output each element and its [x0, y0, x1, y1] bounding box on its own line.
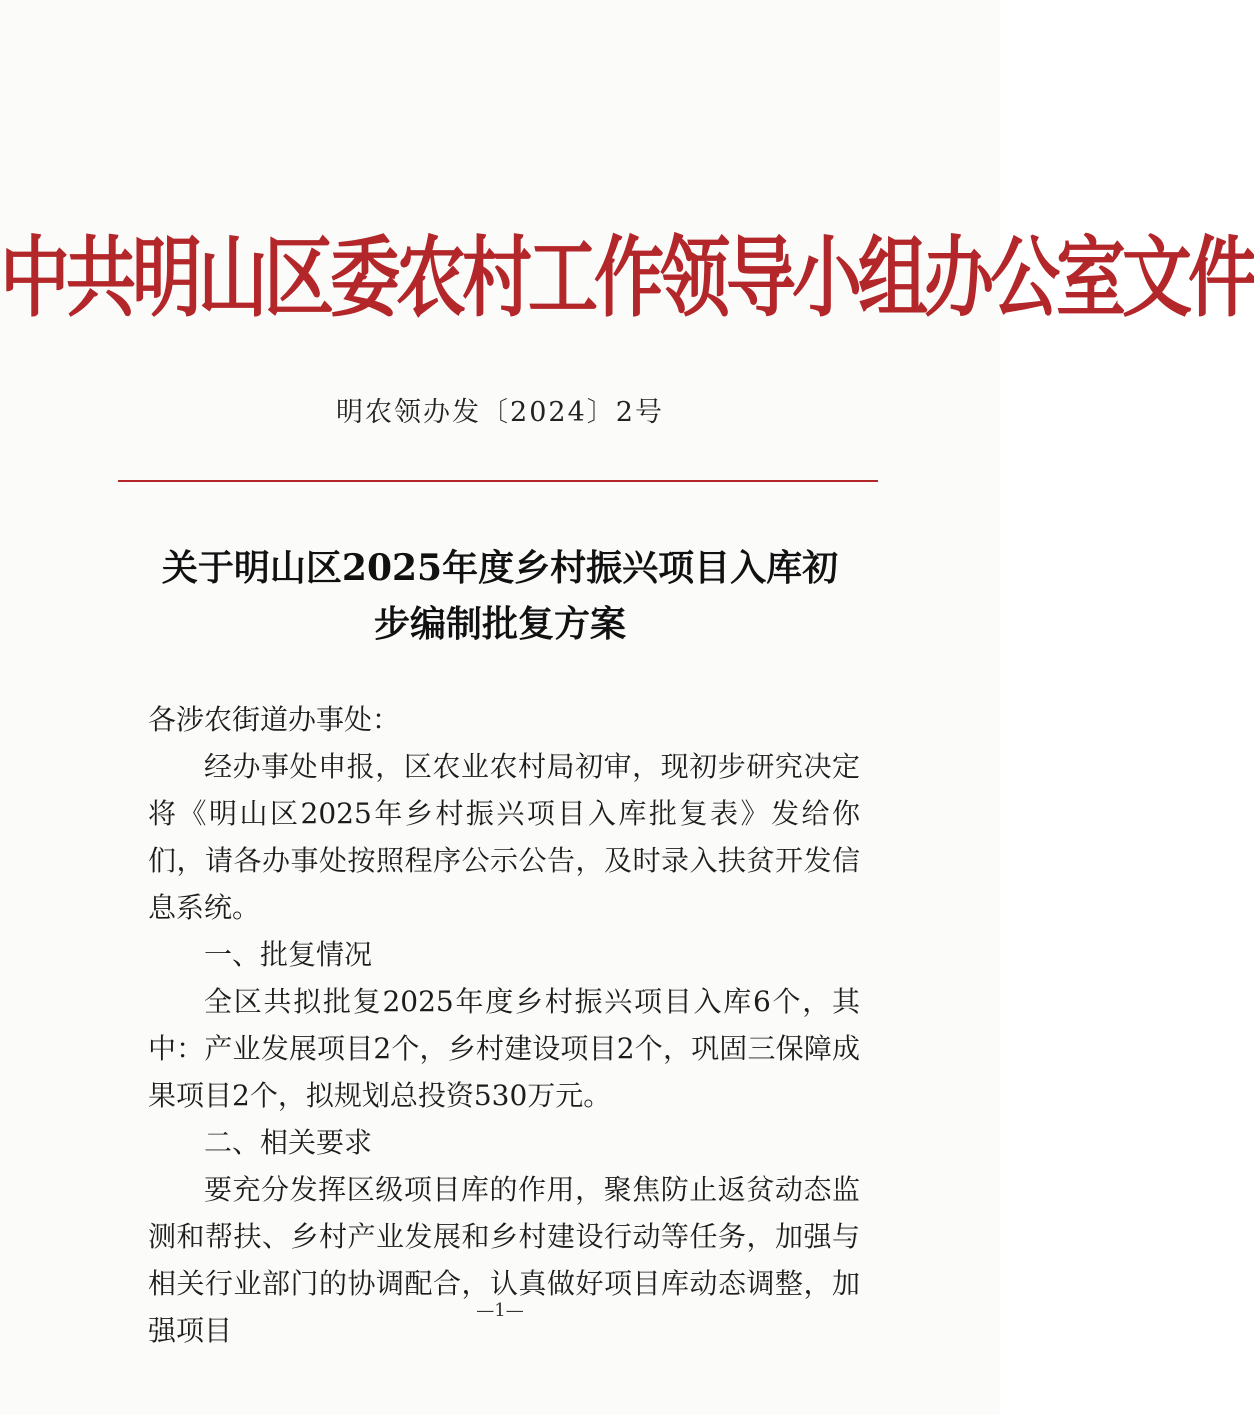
issuing-authority-header: 中共明山区委农村工作领导小组办公室文件: [0, 225, 1254, 330]
document-number: 明农领办发〔2024〕2号: [336, 397, 664, 428]
page-number: —1—: [476, 1300, 524, 1321]
salutation: 各涉农街道办事处：: [148, 703, 401, 736]
paragraph-3: 要充分发挥区级项目库的作用，聚焦防止返贫动态监测和帮扶、乡村产业发展和乡村建设行动等任务，加强与相关行业部门的协调配合，认真做好项目库动态调整，加强项目: [148, 1173, 860, 1347]
document-title-line-2: 步编制批复方案: [373, 603, 626, 645]
paragraph-2: 全区共拟批复2025年度乡村振兴项目入库6个，其中：产业发展项目2个，乡村建设项目2个，巩固三保障成果项目2个，拟规划总投资530万元。: [148, 985, 860, 1112]
section-heading-2: 二、相关要求: [204, 1126, 373, 1159]
document-title: [120, 540, 880, 652]
paragraph-1: 经办事处申报，区农业农村局初审，现初步研究决定将《明山区2025年乡村振兴项目入库批复表》发给你们，请各办事处按照程序公示公告，及时录入扶贫开发信息系统。: [148, 750, 860, 924]
red-divider-line: [118, 480, 878, 482]
section-heading-1: 一、批复情况: [204, 938, 373, 971]
document-body: [148, 696, 860, 1354]
document-title-line-1: 关于明山区2025年度乡村振兴项目入库初: [161, 547, 839, 589]
